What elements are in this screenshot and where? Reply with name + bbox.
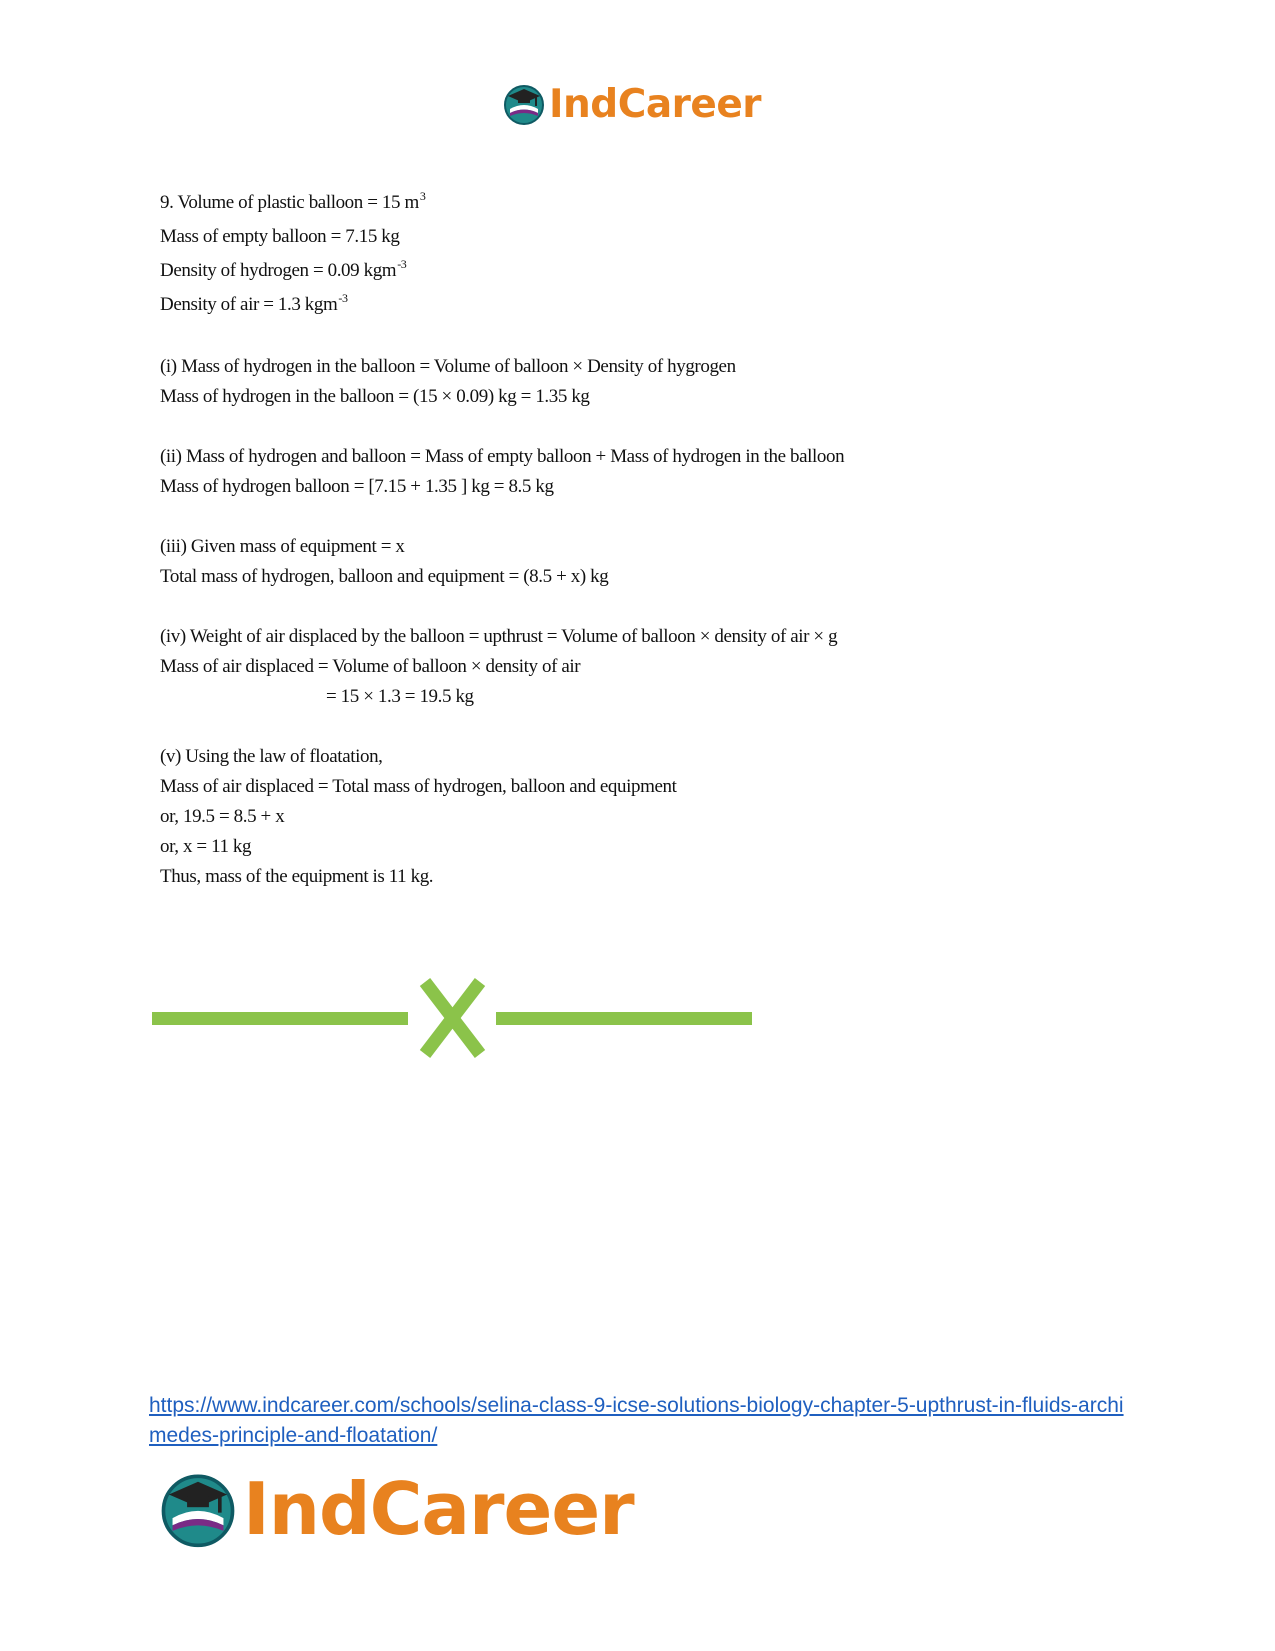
part-v-line-5: Thus, mass of the equipment is 11 kg. — [160, 866, 434, 887]
part-ii-line-2: Mass of hydrogen balloon = [7.15 + 1.35 ] kg = 8.5 kg — [160, 476, 554, 497]
given-balloon-mass: Mass of empty balloon = 7.15 kg — [160, 226, 400, 247]
graduation-cap-book-globe-icon — [158, 1469, 238, 1549]
part-iv-line-2: Mass of air displaced = Volume of balloon × density of air — [160, 656, 581, 677]
given-air-density: Density of air = 1.3 kgm$^{-3}$ — [160, 291, 348, 315]
part-v-line-2: Mass of air displaced = Total mass of hydrogen, balloon and equipment — [160, 776, 677, 797]
footer-logo — [158, 1468, 634, 1550]
brand-name: IndCareer — [549, 81, 761, 127]
part-iii-line-1: (iii) Given mass of equipment = x — [160, 536, 405, 557]
given-volume: 9. Volume of plastic balloon = 15 $m^3$ — [160, 189, 426, 213]
given-hydrogen-density: Density of hydrogen = 0.09 kgm$^{-3}$ — [160, 257, 407, 281]
part-iv-line-3: = 15 × 1.3 = 19.5 kg — [326, 686, 474, 707]
part-iv-line-1: (iv) Weight of air displaced by the balloon = upthrust = Volume of balloon × density of air × g — [160, 626, 838, 647]
x-mark-icon — [425, 982, 480, 1054]
solution-content — [160, 186, 1120, 892]
divider-line-right — [496, 1012, 752, 1025]
part-v-line-4: or, x = 11 kg — [160, 836, 252, 857]
source-link[interactable]: https://www.indcareer.com/schools/selina-class-9-icse-solutions-biology-chapter-5-upthrust-in-fluids-archimedes-principle-and-floatation/ — [149, 1394, 1124, 1447]
part-v-line-1: (v) Using the law of floatation, — [160, 746, 383, 767]
section-divider — [150, 978, 754, 1058]
header-logo — [502, 80, 761, 128]
part-ii-line-1: (ii) Mass of hydrogen and balloon = Mass of empty balloon + Mass of hydrogen in the balloon — [160, 446, 845, 467]
part-v-line-3: or, 19.5 = 8.5 + x — [160, 806, 285, 827]
part-i-line-1: (i) Mass of hydrogen in the balloon = Volume of balloon × Density of hygrogen — [160, 356, 736, 377]
brand-name: IndCareer — [243, 1467, 634, 1551]
part-i-line-2: Mass of hydrogen in the balloon = (15 × 0.09) kg = 1.35 kg — [160, 386, 590, 407]
source-link-block — [149, 1391, 1129, 1451]
divider-line-left — [152, 1012, 408, 1025]
part-iii-line-2: Total mass of hydrogen, balloon and equipment = (8.5 + x) kg — [160, 566, 609, 587]
graduation-cap-book-globe-icon — [502, 82, 546, 126]
